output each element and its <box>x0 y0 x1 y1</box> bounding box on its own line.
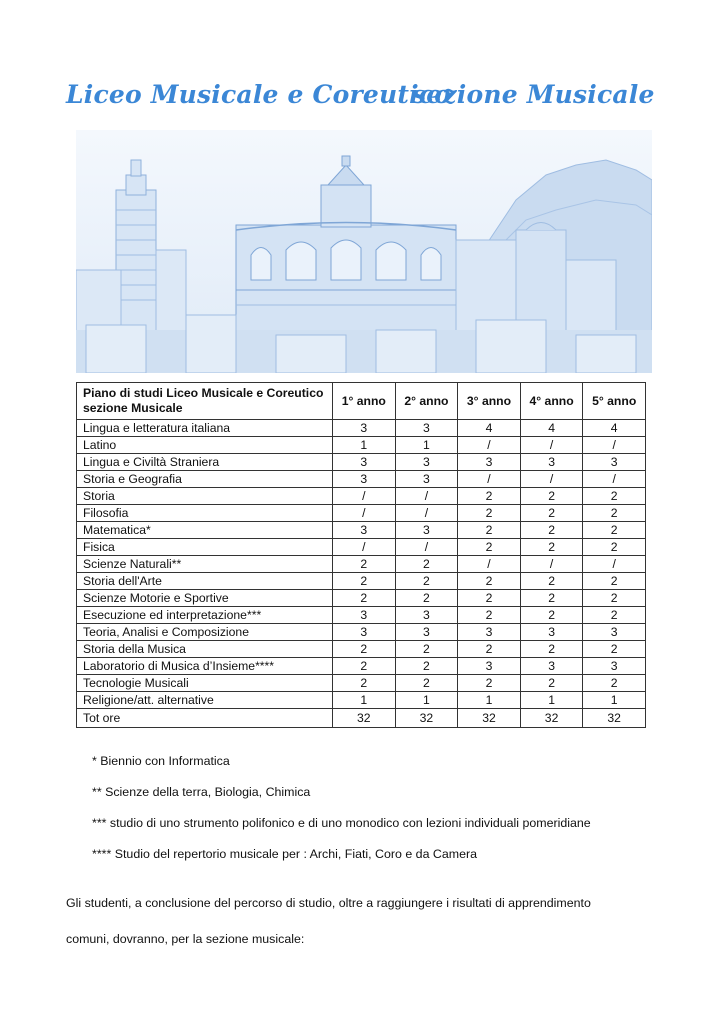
hours-cell-year-2: 2 <box>395 590 458 607</box>
hours-cell-year-3: 3 <box>458 624 521 641</box>
hours-cell-year-1: 2 <box>333 573 396 590</box>
hours-cell-year-4: 3 <box>520 454 583 471</box>
subject-cell: Scienze Naturali** <box>77 556 333 573</box>
hours-cell-year-1: 2 <box>333 675 396 692</box>
hours-cell-year-3: / <box>458 556 521 573</box>
subject-cell: Storia <box>77 488 333 505</box>
hours-cell-year-1: 3 <box>333 471 396 488</box>
hours-cell-year-2: / <box>395 539 458 556</box>
hours-cell-year-2: 2 <box>395 641 458 658</box>
table-row <box>77 505 646 522</box>
table-row <box>77 624 646 641</box>
hours-cell-year-4: 2 <box>520 607 583 624</box>
hours-cell-year-2: 3 <box>395 454 458 471</box>
hours-cell-year-3: 4 <box>458 420 521 437</box>
hours-cell-year-4: 2 <box>520 590 583 607</box>
study-plan-table <box>76 382 646 728</box>
hours-cell-year-3: 2 <box>458 573 521 590</box>
subject-cell: Religione/att. alternative <box>77 692 333 709</box>
subject-cell: Tecnologie Musicali <box>77 675 333 692</box>
table-row <box>77 658 646 675</box>
hours-cell-year-1: 32 <box>333 709 396 728</box>
hours-cell-year-1: 2 <box>333 590 396 607</box>
hours-cell-year-5: 2 <box>583 675 646 692</box>
hours-cell-year-5: 1 <box>583 692 646 709</box>
header-year-2: 2° anno <box>395 383 458 420</box>
hours-cell-year-1: / <box>333 505 396 522</box>
hours-cell-year-1: 3 <box>333 420 396 437</box>
hours-cell-year-1: 3 <box>333 522 396 539</box>
hours-cell-year-5: 3 <box>583 624 646 641</box>
hours-cell-year-1: / <box>333 488 396 505</box>
hours-cell-year-1: 3 <box>333 454 396 471</box>
hours-cell-year-5: 2 <box>583 590 646 607</box>
header-subject: Piano di studi Liceo Musicale e Coreutico sezione Musicale <box>77 383 333 420</box>
hours-cell-year-4: 2 <box>520 505 583 522</box>
hours-cell-year-2: 1 <box>395 437 458 454</box>
hours-cell-year-3: 2 <box>458 607 521 624</box>
subject-cell: Teoria, Analisi e Composizione <box>77 624 333 641</box>
hours-cell-year-2: / <box>395 505 458 522</box>
hours-cell-year-4: 2 <box>520 488 583 505</box>
hours-cell-year-5: 2 <box>583 505 646 522</box>
hours-cell-year-3: 32 <box>458 709 521 728</box>
table-row <box>77 471 646 488</box>
hours-cell-year-5: 4 <box>583 420 646 437</box>
hours-cell-year-3: 2 <box>458 675 521 692</box>
subject-cell: Lingua e Civiltà Straniera <box>77 454 333 471</box>
hours-cell-year-3: 3 <box>458 658 521 675</box>
table-row <box>77 607 646 624</box>
hours-cell-year-5: 2 <box>583 522 646 539</box>
hours-cell-year-5: 2 <box>583 488 646 505</box>
header-year-4: 4° anno <box>520 383 583 420</box>
hours-cell-year-4: 2 <box>520 539 583 556</box>
hours-cell-year-3: 2 <box>458 641 521 658</box>
total-row <box>77 709 646 728</box>
hours-cell-year-3: 2 <box>458 539 521 556</box>
hours-cell-year-2: 2 <box>395 658 458 675</box>
table-row <box>77 675 646 692</box>
header-year-3: 3° anno <box>458 383 521 420</box>
hours-cell-year-2: 2 <box>395 556 458 573</box>
hours-cell-year-3: 2 <box>458 590 521 607</box>
paragraph-line-2: comuni, dovranno, per la sezione musicale: <box>66 932 305 946</box>
hours-cell-year-4: / <box>520 437 583 454</box>
hours-cell-year-3: / <box>458 471 521 488</box>
hours-cell-year-2: / <box>395 488 458 505</box>
subject-cell: Filosofia <box>77 505 333 522</box>
hours-cell-year-2: 2 <box>395 573 458 590</box>
table-row <box>77 420 646 437</box>
hours-cell-year-1: 1 <box>333 437 396 454</box>
header-year-1: 1° anno <box>333 383 396 420</box>
hours-cell-year-5: 2 <box>583 539 646 556</box>
hours-cell-year-5: / <box>583 556 646 573</box>
hours-cell-year-5: 32 <box>583 709 646 728</box>
footnote-4: **** Studio del repertorio musicale per : Archi, Fiati, Coro e da Camera <box>92 847 477 861</box>
hours-cell-year-4: 2 <box>520 641 583 658</box>
hours-cell-year-5: / <box>583 471 646 488</box>
hours-cell-year-1: 3 <box>333 624 396 641</box>
table-row <box>77 522 646 539</box>
subject-cell: Latino <box>77 437 333 454</box>
hours-cell-year-4: 3 <box>520 624 583 641</box>
subject-cell: Storia dell'Arte <box>77 573 333 590</box>
hours-cell-year-4: 32 <box>520 709 583 728</box>
hours-cell-year-5: 3 <box>583 454 646 471</box>
subject-cell: Laboratorio di Musica d’Insieme**** <box>77 658 333 675</box>
header-year-5: 5° anno <box>583 383 646 420</box>
hours-cell-year-5: / <box>583 437 646 454</box>
hours-cell-year-3: 2 <box>458 505 521 522</box>
table-row <box>77 692 646 709</box>
hours-cell-year-4: 3 <box>520 658 583 675</box>
subject-cell: Storia della Musica <box>77 641 333 658</box>
subject-cell: Scienze Motorie e Sportive <box>77 590 333 607</box>
hours-cell-year-2: 2 <box>395 675 458 692</box>
hours-cell-year-1: / <box>333 539 396 556</box>
hours-cell-year-1: 2 <box>333 658 396 675</box>
paragraph-line-1: Gli studenti, a conclusione del percorso di studio, oltre a raggiungere i risultati di apprendimento <box>66 896 591 910</box>
hours-cell-year-4: 2 <box>520 522 583 539</box>
subject-cell: Storia e Geografia <box>77 471 333 488</box>
table-row <box>77 454 646 471</box>
table-row <box>77 590 646 607</box>
table-row <box>77 539 646 556</box>
subject-cell: Lingua e letteratura italiana <box>77 420 333 437</box>
subject-cell: Matematica* <box>77 522 333 539</box>
hours-cell-year-5: 3 <box>583 658 646 675</box>
hours-cell-year-1: 3 <box>333 607 396 624</box>
table-header-row <box>77 383 646 420</box>
hours-cell-year-4: 2 <box>520 573 583 590</box>
hours-cell-year-4: 4 <box>520 420 583 437</box>
city-skyline-photo <box>76 130 652 373</box>
table-row <box>77 641 646 658</box>
hours-cell-year-1: 2 <box>333 556 396 573</box>
hours-cell-year-1: 2 <box>333 641 396 658</box>
footnote-2: ** Scienze della terra, Biologia, Chimica <box>92 785 311 799</box>
subject-cell: Esecuzione ed interpretazione*** <box>77 607 333 624</box>
hours-cell-year-2: 3 <box>395 607 458 624</box>
table-row <box>77 573 646 590</box>
footnote-3: *** studio di uno strumento polifonico e di uno monodico con lezioni individuali pomeridiane <box>92 816 591 830</box>
hours-cell-year-3: 3 <box>458 454 521 471</box>
hours-cell-year-2: 1 <box>395 692 458 709</box>
table-row <box>77 488 646 505</box>
hours-cell-year-5: 2 <box>583 641 646 658</box>
hours-cell-year-3: / <box>458 437 521 454</box>
hours-cell-year-4: / <box>520 556 583 573</box>
hours-cell-year-2: 3 <box>395 624 458 641</box>
footnote-1: * Biennio con Informatica <box>92 754 230 768</box>
hours-cell-year-3: 2 <box>458 522 521 539</box>
hours-cell-year-4: / <box>520 471 583 488</box>
hours-cell-year-1: 1 <box>333 692 396 709</box>
hours-cell-year-4: 1 <box>520 692 583 709</box>
hours-cell-year-3: 2 <box>458 488 521 505</box>
hours-cell-year-3: 1 <box>458 692 521 709</box>
hours-cell-year-2: 3 <box>395 522 458 539</box>
title-left: Liceo Musicale e Coreutico <box>66 80 452 109</box>
hours-cell-year-4: 2 <box>520 675 583 692</box>
hours-cell-year-2: 32 <box>395 709 458 728</box>
subject-cell: Fisica <box>77 539 333 556</box>
subject-cell: Tot ore <box>77 709 333 728</box>
hours-cell-year-5: 2 <box>583 607 646 624</box>
hours-cell-year-5: 2 <box>583 573 646 590</box>
table-row <box>77 437 646 454</box>
hours-cell-year-2: 3 <box>395 471 458 488</box>
table-row <box>77 556 646 573</box>
title-right: sezione Musicale <box>412 80 655 109</box>
hours-cell-year-2: 3 <box>395 420 458 437</box>
